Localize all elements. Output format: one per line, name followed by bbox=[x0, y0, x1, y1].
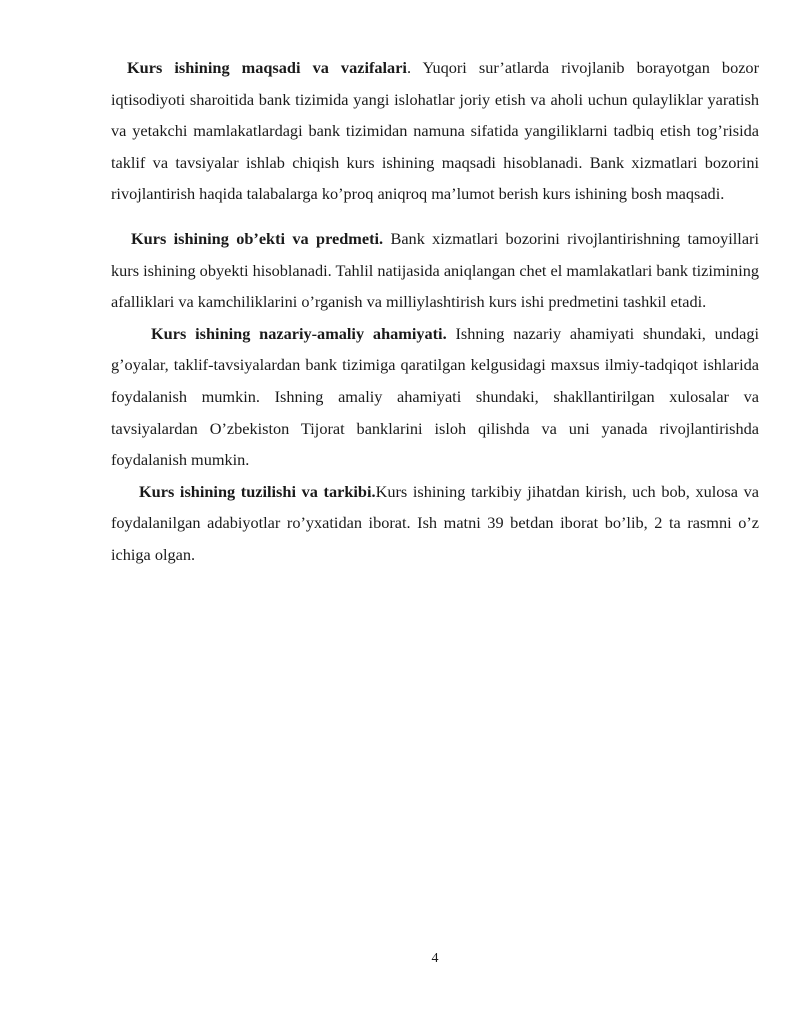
paragraph-purpose bbox=[111, 52, 759, 210]
paragraph-structure bbox=[111, 476, 759, 571]
paragraph-heading: Kurs ishining ob’ekti va predmeti. bbox=[131, 228, 384, 248]
paragraph-heading: Kurs ishining tuzilishi va tarkibi. bbox=[139, 481, 376, 501]
document-body bbox=[111, 52, 759, 571]
paragraph-significance bbox=[111, 318, 759, 476]
paragraph-text: Ishning nazariy ahamiyati shundaki, undagi g’oyalar, taklif-tavsiyalardan bank tizimiga qaratilgan kelgusidagi maxsus ilmiy-tadqiqot ishlarida foydalanish mumkin. Ishning amaliy ahamiyati shundaki, shakllantirilgan xulosalar va tavsiyalardan O’zbekiston Tijorat banklarini isloh qilishda va uni yanada rivojlantirishda foydalanish mumkin. bbox=[111, 323, 759, 470]
paragraph-text: Kurs ishining tarkibiy jihatdan kirish, uch bob, xulosa va foydalanilgan adabiyotlar ro’yxatidan iborat. Ish matni 39 betdan iborat bo’lib, 2 ta rasmni o’z ichiga olgan. bbox=[111, 481, 759, 564]
paragraph-heading: Kurs ishining maqsadi va vazifalari bbox=[127, 58, 407, 77]
paragraph-text: Bank xizmatlari bozorini rivojlantirishning tamoyillari kurs ishining obyekti hisoblanadi. Tahlil natijasida aniqlangan chet el mamlakatlari bank tizimining afalliklari va kamchiliklarini o’rganish va milliylashtirish kurs ishi predmetini tashkil etadi. bbox=[111, 228, 759, 312]
paragraph-object bbox=[111, 223, 759, 318]
paragraph-heading: Kurs ishining nazariy-amaliy ahamiyati. bbox=[151, 323, 447, 343]
paragraph-text: . Yuqori sur’atlarda rivojlanib borayotgan bozor iqtisodiyoti sharoitida bank tizimida yangi islohatlar joriy etish va aholi uchun qulayliklar yaratish va yetakchi mamlakatlardagi bank tizimidan namuna sifatida yangiliklarni tadbiq etish tog’risida taklif va tavsiyalar ishlab chiqish kurs ishining maqsadi hisoblanadi. Bank xizmatlari bozorini rivojlantirish haqida talabalarga ko’proq aniqroq ma’lumot berish kurs ishining bosh maqsadi. bbox=[111, 58, 759, 204]
page-number: 4 bbox=[431, 951, 439, 966]
